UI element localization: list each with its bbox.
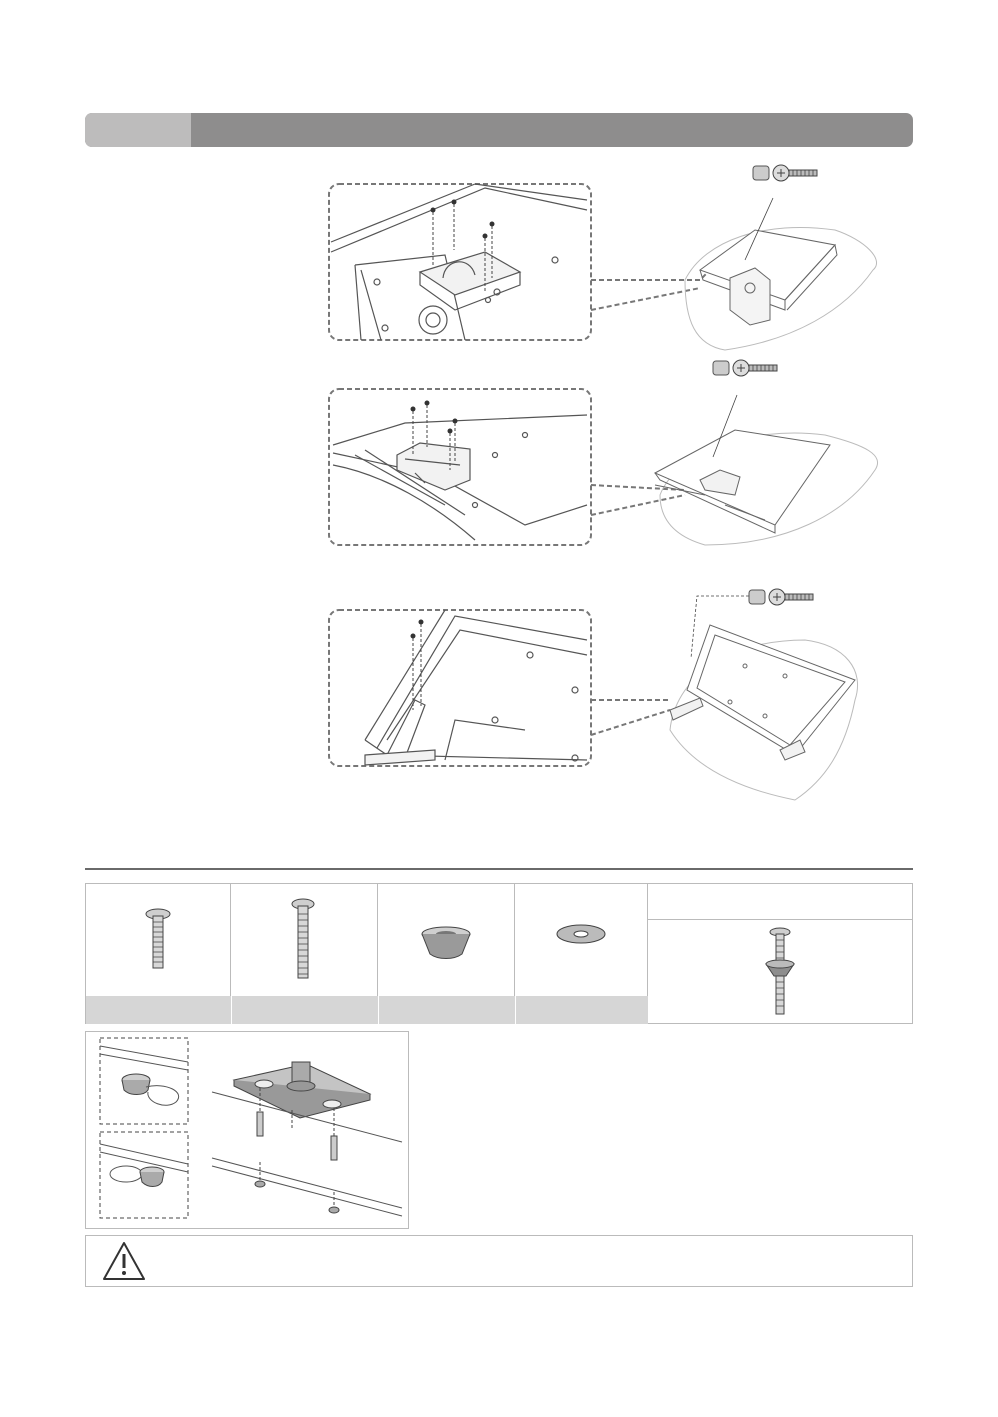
parts-table <box>85 883 913 1024</box>
combo-header-cell <box>648 884 913 920</box>
section-header-bar <box>85 113 913 147</box>
stand-installation-diagram <box>85 1031 409 1229</box>
part-cell-3 <box>378 884 515 996</box>
step-3-overview-tv <box>670 625 858 800</box>
part-label-separator <box>378 996 379 1024</box>
screw-icon <box>749 589 813 605</box>
step-1-figure <box>325 160 885 360</box>
step-1-detail-drawing <box>331 184 587 340</box>
section-header-tab <box>85 113 191 147</box>
part-label-separator <box>515 996 516 1024</box>
step-3-figure <box>325 580 885 805</box>
part-label-separator <box>231 996 232 1024</box>
step-2-detail-drawing <box>333 415 587 540</box>
part-label-strip <box>86 996 648 1024</box>
section-divider <box>85 868 913 870</box>
step-1-overview-tv <box>685 227 877 350</box>
step-1-connector <box>591 270 710 280</box>
screw-short-icon <box>86 884 231 996</box>
part-cell-4 <box>515 884 648 996</box>
step-2-figure <box>325 355 885 550</box>
caution-box <box>85 1235 913 1287</box>
part-cell-2 <box>231 884 378 996</box>
screw-spacer-assembly-icon <box>648 920 913 1024</box>
stand-installation-drawing <box>86 1032 408 1228</box>
step-2-overview-tv <box>655 430 878 545</box>
combo-body-cell <box>648 920 913 1024</box>
step-3-detail-drawing <box>365 610 587 765</box>
part-cell-1 <box>86 884 231 996</box>
screw-icon <box>713 360 777 376</box>
warning-triangle-icon <box>92 1237 152 1287</box>
washer-icon <box>515 884 648 996</box>
spacer-icon <box>378 884 515 996</box>
screw-icon <box>753 165 817 181</box>
screw-long-icon <box>231 884 378 996</box>
